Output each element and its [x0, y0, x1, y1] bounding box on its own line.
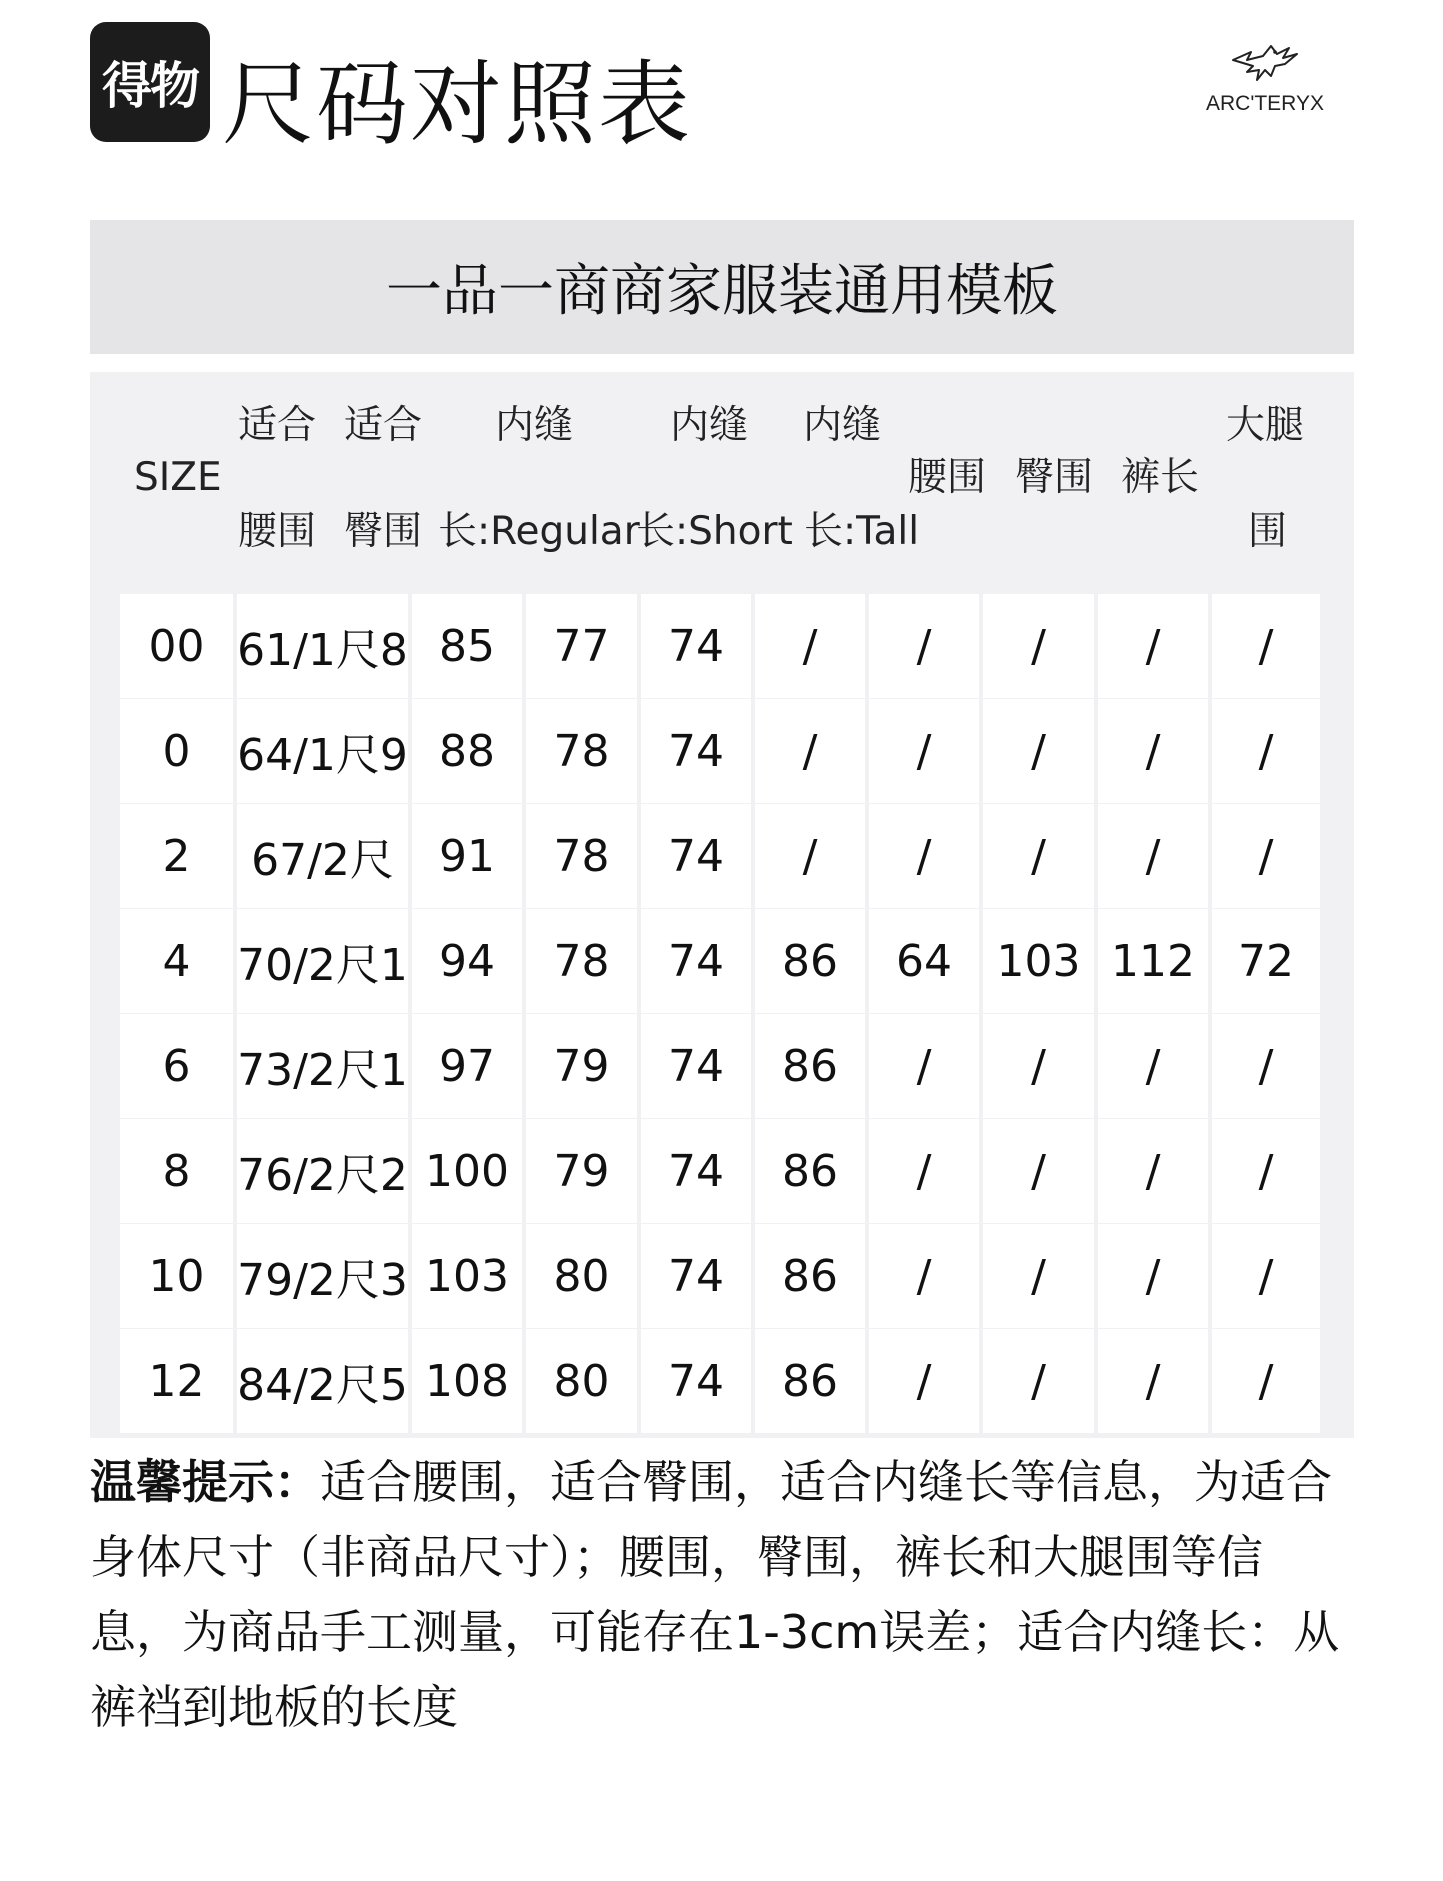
table-row — [120, 804, 1320, 908]
cell-waist: 64 — [869, 909, 979, 1013]
cell-inseam-regular: 78 — [526, 699, 637, 803]
cell-waist: / — [869, 1119, 979, 1223]
header-waist-fit-bottom: 腰围 — [238, 509, 317, 554]
cell-size: 6 — [120, 1014, 233, 1118]
cell-inseam-regular: 78 — [526, 804, 637, 908]
table-row — [120, 1224, 1320, 1328]
header-thigh-top: 大腿 — [1226, 403, 1305, 448]
cell-waist-fit: 61/1尺8 — [237, 594, 408, 698]
cell-inseam-tall: 86 — [755, 1014, 865, 1118]
header-hip-fit-top: 适合 — [344, 403, 423, 448]
cell-waist: / — [869, 594, 979, 698]
cell-waist: / — [869, 1014, 979, 1118]
cell-inseam-short: 74 — [641, 804, 751, 908]
header-inseam-tall-top: 内缝 — [803, 403, 882, 448]
header-inseam-short-top: 内缝 — [670, 403, 749, 448]
cell-inseam-regular: 79 — [526, 1119, 637, 1223]
header-inseam-regular-top: 内缝 — [495, 403, 574, 448]
cell-hip-fit: 97 — [412, 1014, 522, 1118]
cell-inseam-tall: / — [755, 804, 865, 908]
cell-inseam-regular: 80 — [526, 1224, 637, 1328]
cell-hip-fit: 100 — [412, 1119, 522, 1223]
cell-length: / — [1098, 804, 1208, 908]
table-row — [120, 1014, 1320, 1118]
cell-thigh: / — [1212, 1014, 1320, 1118]
header-inseam-short-bottom: 长:Short — [636, 509, 793, 554]
cell-hip-fit: 88 — [412, 699, 522, 803]
cell-size: 10 — [120, 1224, 233, 1328]
cell-waist-fit: 67/2尺 — [237, 804, 408, 908]
cell-thigh: 72 — [1212, 909, 1320, 1013]
cell-thigh: / — [1212, 594, 1320, 698]
cell-waist: / — [869, 1329, 979, 1433]
header-hip: 臀围 — [1015, 455, 1094, 500]
cell-waist-fit: 70/2尺1 — [237, 909, 408, 1013]
cell-waist-fit: 76/2尺2 — [237, 1119, 408, 1223]
cell-inseam-short: 74 — [641, 909, 751, 1013]
cell-size: 0 — [120, 699, 233, 803]
cell-hip: / — [983, 804, 1094, 908]
cell-inseam-short: 74 — [641, 1329, 751, 1433]
cell-inseam-tall: 86 — [755, 1224, 865, 1328]
cell-hip: / — [983, 594, 1094, 698]
cell-inseam-regular: 77 — [526, 594, 637, 698]
cell-hip-fit: 108 — [412, 1329, 522, 1433]
cell-length: / — [1098, 1329, 1208, 1433]
cell-inseam-short: 74 — [641, 699, 751, 803]
template-subtitle-bar — [90, 220, 1354, 354]
cell-inseam-short: 74 — [641, 1119, 751, 1223]
table-row — [120, 1119, 1320, 1223]
cell-hip: 103 — [983, 909, 1094, 1013]
cell-waist-fit: 73/2尺1 — [237, 1014, 408, 1118]
cell-length: / — [1098, 1014, 1208, 1118]
cell-inseam-short: 74 — [641, 1224, 751, 1328]
cell-size: 4 — [120, 909, 233, 1013]
cell-size: 2 — [120, 804, 233, 908]
cell-thigh: / — [1212, 1329, 1320, 1433]
cell-hip-fit: 85 — [412, 594, 522, 698]
cell-inseam-regular: 79 — [526, 1014, 637, 1118]
header-inseam-regular-bottom: 长:Regular — [438, 509, 640, 554]
cell-waist: / — [869, 804, 979, 908]
cell-hip: / — [983, 1224, 1094, 1328]
cell-inseam-tall: / — [755, 699, 865, 803]
cell-inseam-tall: 86 — [755, 909, 865, 1013]
cell-inseam-tall: / — [755, 594, 865, 698]
cell-hip-fit: 91 — [412, 804, 522, 908]
cell-waist-fit: 79/2尺3 — [237, 1224, 408, 1328]
cell-inseam-short: 74 — [641, 594, 751, 698]
tip-text: 适合腰围，适合臀围，适合内缝长等信息，为适合身体尺寸（非商品尺寸）；腰围，臀围，裤长和大腿围等信息，为商品手工测量，可能存在1-3cm误差；适合内缝长：从裤裆到地板的长度 — [90, 1455, 1340, 1734]
cell-size: 8 — [120, 1119, 233, 1223]
cell-length: / — [1098, 699, 1208, 803]
cell-thigh: / — [1212, 699, 1320, 803]
header-waist: 腰围 — [908, 455, 987, 500]
table-row — [120, 594, 1320, 698]
table-row — [120, 1329, 1320, 1433]
cell-waist: / — [869, 1224, 979, 1328]
cell-length: / — [1098, 1224, 1208, 1328]
table-row — [120, 909, 1320, 1013]
header-length: 裤长 — [1121, 455, 1200, 500]
cell-thigh: / — [1212, 804, 1320, 908]
cell-hip-fit: 103 — [412, 1224, 522, 1328]
cell-thigh: / — [1212, 1119, 1320, 1223]
cell-hip: / — [983, 1119, 1094, 1223]
cell-thigh: / — [1212, 1224, 1320, 1328]
app-logo-text: 得物 — [102, 57, 198, 115]
cell-inseam-short: 74 — [641, 1014, 751, 1118]
header-hip-fit-bottom: 臀围 — [344, 509, 423, 554]
cell-hip-fit: 94 — [412, 909, 522, 1013]
header-waist-fit-top: 适合 — [238, 403, 317, 448]
cell-length: / — [1098, 1119, 1208, 1223]
cell-hip: / — [983, 699, 1094, 803]
header-inseam-tall-bottom: 长:Tall — [804, 509, 920, 554]
cell-waist-fit: 64/1尺9 — [237, 699, 408, 803]
cell-length: 112 — [1098, 909, 1208, 1013]
cell-inseam-tall: 86 — [755, 1329, 865, 1433]
brand-logo — [1190, 40, 1340, 130]
brand-name: ARC'TERYX — [1206, 92, 1324, 115]
cell-size: 12 — [120, 1329, 233, 1433]
page-title: 尺码对照表 — [222, 51, 693, 158]
tip-label: 温馨提示： — [90, 1455, 320, 1509]
header-size: SIZE — [134, 455, 222, 500]
cell-hip: / — [983, 1329, 1094, 1433]
header-thigh-bottom: 围 — [1248, 509, 1288, 554]
cell-inseam-regular: 78 — [526, 909, 637, 1013]
cell-length: / — [1098, 594, 1208, 698]
template-subtitle: 一品一商商家服装通用模板 — [386, 259, 1058, 324]
cell-inseam-tall: 86 — [755, 1119, 865, 1223]
archaeopteryx-icon — [1225, 40, 1305, 90]
cell-waist: / — [869, 699, 979, 803]
dewu-app-logo — [90, 22, 210, 142]
table-row — [120, 699, 1320, 803]
size-table — [90, 372, 1354, 1438]
cell-waist-fit: 84/2尺5 — [237, 1329, 408, 1433]
cell-inseam-regular: 80 — [526, 1329, 637, 1433]
tip-note — [90, 1445, 1354, 1745]
cell-size: 00 — [120, 594, 233, 698]
cell-hip: / — [983, 1014, 1094, 1118]
